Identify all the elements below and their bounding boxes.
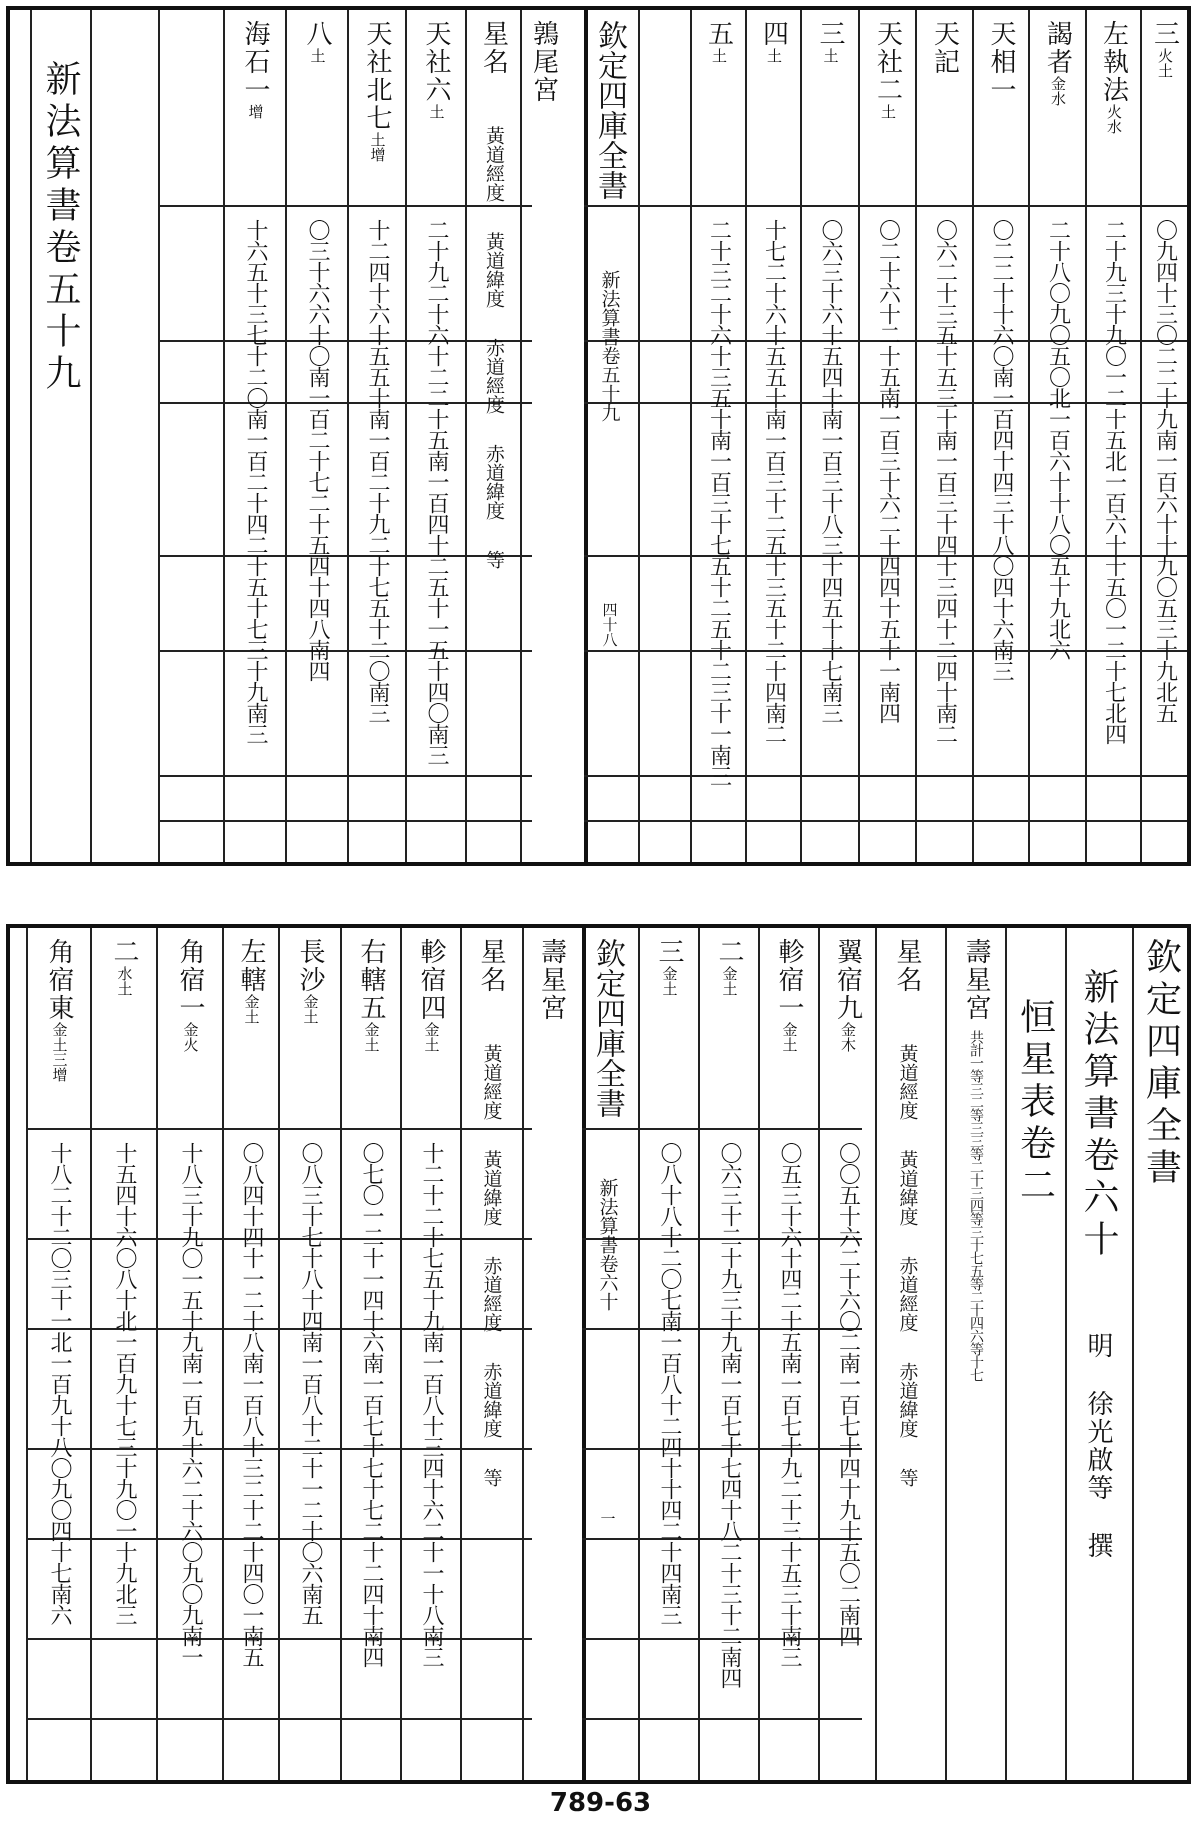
header-star-name: 星名: [476, 938, 506, 994]
row-values: [640, 1138, 698, 1778]
header-eq-long: 赤道經度: [480, 1256, 503, 1332]
row-values: [700, 1138, 758, 1778]
margin-title: 欽定四庫全書: [590, 938, 625, 1118]
star-note: 土: [710, 48, 728, 63]
star-note: 金土: [780, 1022, 799, 1052]
chapter-title-text: 恒星表卷二: [1014, 998, 1056, 1208]
star-name: 翼宿九: [832, 938, 863, 1022]
row-values: [820, 1138, 875, 1778]
star-note: 金土: [301, 994, 320, 1024]
row-values-text: 十八二十二〇三十一北一百九十八〇九〇四十七南六: [47, 1142, 72, 1625]
star-note: 水土: [115, 966, 134, 996]
star-name: 二: [714, 938, 744, 966]
star-note: 火土: [1156, 48, 1174, 78]
row-values-text: 十六五十三七十二〇南一百二十四二十五十七三十九南三: [243, 219, 268, 744]
star-note: 金木: [839, 1022, 857, 1052]
row-values: [225, 215, 285, 855]
row-values-text: 〇八四十四十一二十八南一百八十三二十二十四〇一南五: [239, 1142, 264, 1667]
star-name: 軫宿一: [774, 938, 804, 1022]
volume-title-author: [1067, 938, 1129, 1770]
row-values-text: 〇六三十六十五四十南一百三十八三十四五十十七南三: [818, 219, 843, 723]
author-dynasty: 明: [1083, 1332, 1113, 1360]
star-note: 金火: [181, 1022, 200, 1052]
header-ecl-long: 黃道經度: [483, 126, 505, 202]
margin-title: 欽定四庫全書: [592, 20, 627, 200]
row-values: [280, 1138, 340, 1778]
star-name: 角宿東: [44, 938, 74, 1022]
star-note: 土: [821, 48, 840, 63]
section-title: [524, 938, 579, 1770]
header-eq-lat: 赤道緯度: [896, 1362, 919, 1438]
star-note: 金水: [1049, 76, 1067, 106]
chapter-title: [1007, 938, 1062, 1770]
row-values: [342, 1138, 400, 1778]
header-magnitude: 等: [480, 1468, 503, 1487]
star-name: 天相一: [986, 20, 1016, 104]
star-name: 四: [758, 20, 789, 48]
row-values: [349, 215, 405, 855]
header-ecl-lat: 黃道緯度: [896, 1150, 919, 1226]
volume-title-text: 新法算書卷六十: [1078, 968, 1119, 1262]
author-role: 撰: [1083, 1532, 1113, 1560]
section-title-text: 鶉尾宮: [528, 20, 559, 104]
row-values: [158, 1138, 222, 1778]
section-and-counts: [947, 938, 1005, 1770]
star-name: 八: [302, 20, 332, 48]
section-title-text: 壽星宮: [536, 938, 567, 1022]
row-values: [92, 1138, 156, 1778]
star-note: 土: [427, 104, 446, 119]
row-values: [1142, 215, 1187, 855]
row-values-text: 十八三十九〇一五十九南一百九十六二十六〇九〇九南一: [178, 1142, 203, 1667]
header-eq-long: 赤道經度: [896, 1256, 919, 1332]
header-ecl-lat: 黃道緯度: [480, 1150, 503, 1226]
row-values-text: 十五四十六〇八十北一百九十七三十九〇一十九北三: [112, 1142, 137, 1625]
header-magnitude: 等: [483, 550, 505, 569]
star-note: 金土: [720, 966, 739, 996]
top-page-panel: [6, 6, 1191, 866]
star-name: 謁者: [1042, 20, 1073, 76]
star-name: 天社六: [421, 20, 451, 104]
row-values: [28, 1138, 90, 1778]
table-header: [877, 938, 937, 1770]
row-values-text: 二十三二十六十三五十南一百三十七五十二五十二三十一南三: [706, 219, 732, 786]
row-values: [1087, 215, 1140, 855]
row-values-text: 〇七〇一二十一四十六南一百七十七十七二十二四十南四: [359, 1142, 384, 1667]
star-name: 左轄: [236, 938, 266, 994]
volume-title-text: 新法算書卷五十九: [40, 60, 81, 396]
star-note: 土增: [368, 132, 387, 162]
star-name: 五: [703, 20, 734, 48]
star-name: 軫宿四: [416, 938, 446, 1022]
row-values: [692, 215, 745, 855]
row-values-text: 〇九四十三〇二二十九南一百六十十九〇五三十九北五: [1152, 219, 1178, 723]
star-name: 右轄五: [356, 938, 386, 1022]
row-values: [917, 215, 972, 855]
row-values: [407, 215, 465, 855]
star-name: 二: [109, 938, 139, 966]
row-values-text: 〇八三十七十八十四南一百八十二十一二十〇六南五: [298, 1142, 323, 1625]
star-name: 角宿一: [175, 938, 205, 1022]
row-values: [802, 215, 858, 855]
header-eq-lat: 赤道緯度: [483, 444, 505, 520]
row-values-text: 〇二二十十六〇南一百四十四三十八〇四十六南三: [989, 219, 1014, 681]
star-name: 三: [654, 938, 684, 966]
star-name: 長沙: [295, 938, 325, 994]
row-values-text: 十二四十六十五五十南一百二十九二十七五十二〇南三: [365, 219, 390, 723]
header-star-name: 星名: [892, 938, 922, 994]
star-note: 金土: [242, 994, 261, 1024]
row-values: [974, 215, 1028, 855]
star-name: 三: [815, 20, 845, 48]
margin-page: 四十八: [600, 602, 619, 647]
header-eq-lat: 赤道緯度: [480, 1362, 503, 1438]
table-header: [467, 20, 520, 852]
star-name: 天社二: [872, 20, 903, 104]
row-values-text: 〇三十六六十〇南一百二十七二十五四十四八南四: [305, 219, 330, 681]
header-ecl-lat: 黃道緯度: [483, 232, 505, 308]
row-values-text: 二十八〇九〇五〇北一百六十十八〇五十九北六: [1045, 219, 1071, 660]
row-values: [1030, 215, 1085, 855]
section-title: [522, 20, 565, 852]
star-note: 金土: [660, 966, 679, 996]
row-values: [224, 1138, 278, 1778]
header-ecl-long: 黃道經度: [480, 1044, 503, 1120]
magnitude-count-line: 共計一等三二等三三等二十三四等三十七五等二十四六等十七: [968, 1030, 984, 1381]
row-values-text: 〇八十八十二〇七南一百八十二四十十四二十四南三: [657, 1142, 682, 1625]
header-magnitude: 等: [896, 1468, 919, 1487]
row-values-text: 十七二十六十五五十南一百三十二五十三五十二十四南二: [761, 219, 787, 744]
margin-sub: 新法算書卷六十: [596, 1178, 619, 1311]
table-header: [462, 938, 520, 1770]
star-note: 金土: [362, 1022, 381, 1052]
bottom-page-panel: [6, 924, 1191, 1784]
row-values-text: 十二十二十七五十九南一百八十三四十六二十一十八南三: [419, 1142, 444, 1667]
star-note: 增: [246, 104, 265, 119]
margin-sub: 新法算書卷五十九: [598, 270, 621, 422]
row-values-text: 〇六三十二十九三十九南一百七十七四十八二十三十二南四: [717, 1142, 742, 1688]
star-name: 天社北七: [362, 20, 392, 132]
row-values-text: 二十九三十九〇一二十五北一百六十十五〇一二十七北四: [1101, 219, 1127, 744]
row-values: [287, 215, 347, 855]
header-eq-long: 赤道經度: [483, 338, 505, 414]
volume-header: [1134, 938, 1187, 1770]
page-number: 789-63: [549, 1788, 652, 1818]
star-name: 天記: [929, 20, 960, 76]
author-name: 徐光啟等: [1083, 1390, 1113, 1502]
star-name: 海石一: [240, 20, 270, 104]
row-values-text: 〇五三十六十四二十五南一百七十九二十三十五三十南三: [777, 1142, 802, 1667]
star-note: 金土三增: [50, 1022, 69, 1082]
row-values-text: 〇〇五十六二十六〇二南一百七十四十九十五〇二南四: [835, 1142, 861, 1646]
header-ecl-long: 黃道經度: [896, 1044, 919, 1120]
star-note: 金土: [422, 1022, 441, 1052]
star-note: 土: [765, 48, 783, 63]
star-note: 火水: [1105, 104, 1123, 134]
center-margin: [586, 938, 628, 1770]
margin-page: 一: [598, 1511, 617, 1526]
row-values-text: 〇六二十三五十五三十南一百三十四十三四十二四十南二: [932, 219, 958, 744]
volume-header-text: 欽定四庫全書: [1140, 938, 1182, 1190]
row-values: [402, 1138, 460, 1778]
section-title-text: 壽星宮: [961, 938, 991, 1022]
volume-title: [32, 20, 88, 852]
center-margin: [588, 20, 630, 852]
header-star-name: 星名: [478, 20, 509, 76]
row-values: [860, 215, 915, 855]
row-values: [760, 1138, 818, 1778]
star-note: 土: [879, 104, 897, 119]
row-values-text: 〇二十六十二十五南一百三十六二十四四十五十一南四: [875, 219, 901, 723]
row-values-text: 二十九二十六十二二十五南一百四十二五十一五十四〇南三: [424, 219, 449, 765]
star-name: 三: [1149, 20, 1180, 48]
row-values: [747, 215, 800, 855]
star-name: 左執法: [1098, 20, 1129, 104]
star-note: 土: [308, 48, 327, 63]
